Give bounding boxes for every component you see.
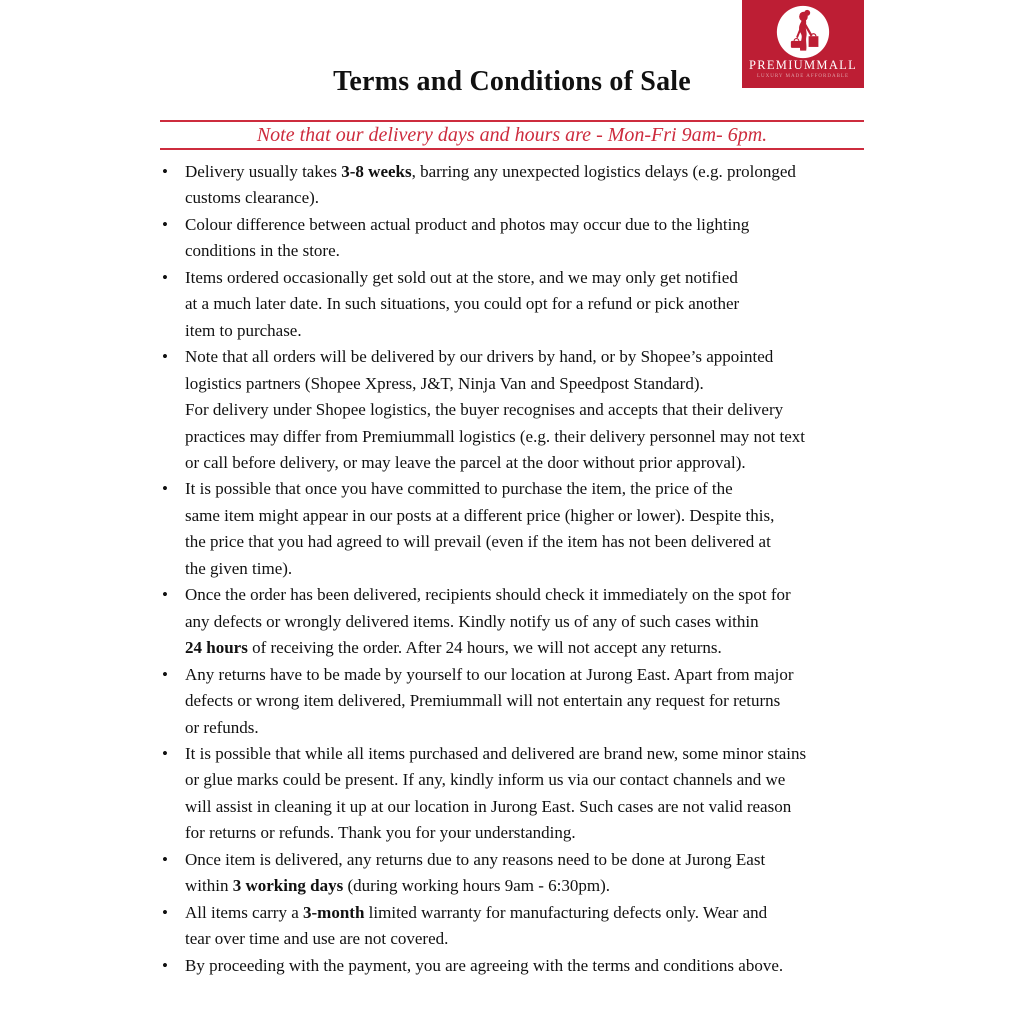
terms-list-item: • By proceeding with the payment, you are agreeing with the terms and conditions above.	[160, 953, 900, 979]
terms-list-item: • It is possible that while all items purchased and delivered are brand new, some minor stains or glue marks could be present. If any, kindly inform us via our contact channels and we will assist in cleaning it up at our location in Jurong East. Such cases are not valid reason for returns or refunds. Thank you for your understanding.	[160, 741, 900, 847]
terms-list	[160, 159, 900, 979]
terms-list-item: • All items carry a 3-month limited warranty for manufacturing defects only. Wear and tear over time and use are not covered.	[160, 900, 900, 953]
delivery-notice-text: Note that our delivery days and hours are - Mon-Fri 9am- 6pm.	[256, 124, 768, 146]
page-title: Terms and Conditions of Sale	[333, 66, 691, 97]
terms-list-item: • Note that all orders will be delivered by our drivers by hand, or by Shopee’s appointed logistics partners (Shopee Xpress, J&T, Ninja Van and Speedpost Standard). For delivery under Shopee logistics, the buyer recognises and accepts that their delivery practices may differ from Premiummall logistics (e.g. their delivery personnel may not text or call before delivery, or may leave the parcel at the door without prior approval).	[160, 344, 900, 476]
logo-tagline-text: LUXURY MADE AFFORDABLE	[756, 74, 850, 79]
delivery-notice-band	[160, 120, 864, 150]
terms-list-item: • Delivery usually takes 3-8 weeks, barring any unexpected logistics delays (e.g. prolonged customs clearance).	[160, 159, 900, 212]
terms-list-item: • Any returns have to be made by yourself to our location at Jurong East. Apart from major defects or wrong item delivered, Premiummall will not entertain any request for returns or refunds.	[160, 662, 900, 741]
terms-list-item: • Once item is delivered, any returns due to any reasons need to be done at Jurong East within 3 working days (during working hours 9am - 6:30pm).	[160, 847, 900, 900]
logo-brand-text: PREMIUMMALL	[748, 58, 858, 72]
terms-list-item: • Items ordered occasionally get sold out at the store, and we may only get notified at a much later date. In such situations, you could opt for a refund or pick another item to purchase.	[160, 265, 900, 344]
terms-list-item: • It is possible that once you have committed to purchase the item, the price of the same item might appear in our posts at a different price (higher or lower). Despite this, the price that you had agreed to will prevail (even if the item has not been delivered at the given time).	[160, 476, 900, 582]
terms-list-item: • Colour difference between actual product and photos may occur due to the lighting conditions in the store.	[160, 212, 900, 265]
shopping-woman-icon	[775, 4, 831, 60]
terms-list-item: • Once the order has been delivered, recipients should check it immediately on the spot for any defects or wrongly delivered items. Kindly notify us of any of such cases within 24 hours of receiving the order. After 24 hours, we will not accept any returns.	[160, 582, 900, 661]
